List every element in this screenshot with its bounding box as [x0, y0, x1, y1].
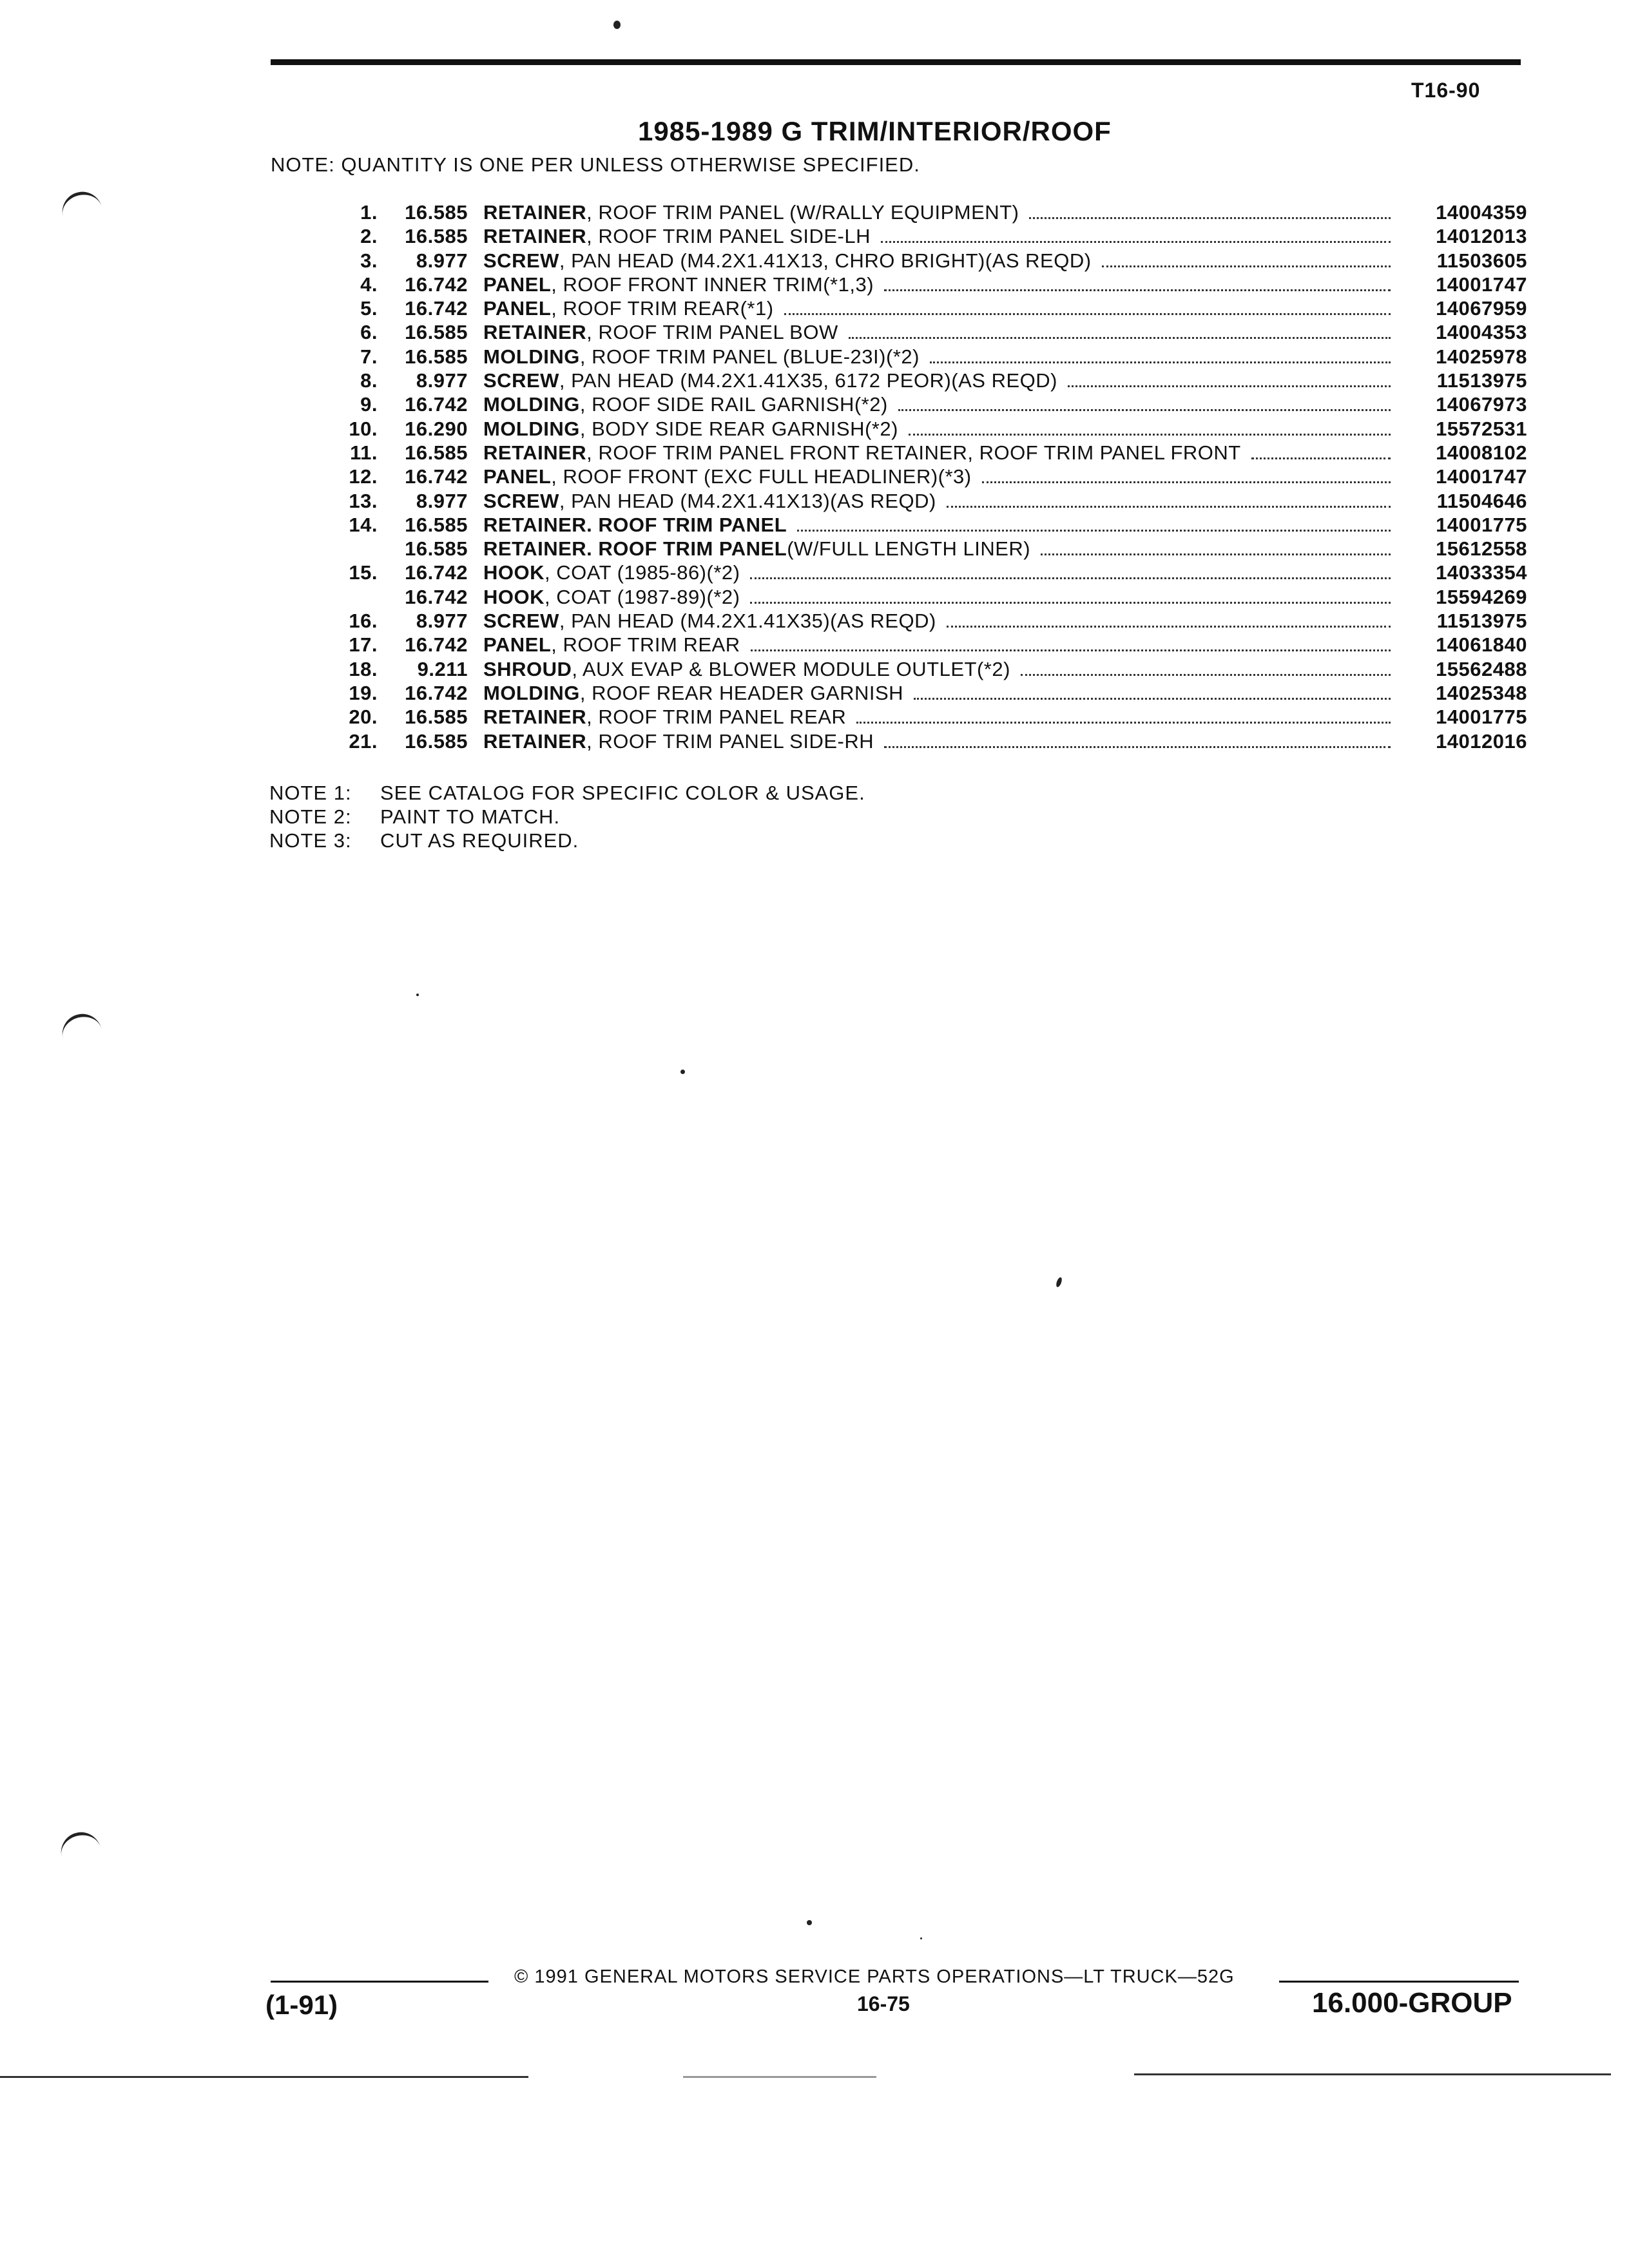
item-number: 16. — [349, 610, 378, 633]
punch-hole-mark — [58, 1010, 103, 1044]
item-number: 3. — [360, 249, 378, 272]
item-number: 6. — [360, 321, 378, 344]
group-number: 16.000-GROUP — [1312, 1987, 1512, 2019]
part-row — [322, 561, 1527, 585]
part-row — [322, 610, 1527, 633]
part-description: , COAT (1985-86)(*2) — [545, 561, 740, 584]
part-number: 14008102 — [1436, 441, 1527, 464]
parts-list — [322, 201, 1527, 754]
part-name: HOOK — [483, 561, 545, 584]
footnote-text: PAINT TO MATCH. — [380, 805, 561, 828]
group-number: 16.742 — [405, 633, 468, 657]
dot-leader — [1021, 674, 1391, 676]
part-name: HOOK — [483, 585, 545, 608]
dot-leader — [1029, 217, 1391, 219]
part-number: 14025978 — [1436, 345, 1527, 368]
part-row — [322, 658, 1527, 682]
dot-leader — [751, 649, 1391, 651]
part-number: 14004359 — [1436, 201, 1527, 224]
scan-edge-line — [683, 2076, 876, 2078]
part-description: , BODY SIDE REAR GARNISH(*2) — [579, 417, 898, 440]
dot-leader — [750, 602, 1391, 604]
dot-leader — [750, 577, 1391, 579]
part-description: , PAN HEAD (M4.2X1.41X13)(AS REQD) — [559, 489, 936, 512]
dot-leader — [797, 530, 1391, 532]
punch-hole-mark — [57, 1828, 102, 1862]
item-number: 13. — [349, 489, 378, 512]
part-row — [322, 490, 1527, 514]
group-number: 9.211 — [417, 657, 468, 680]
part-row — [322, 273, 1527, 297]
part-row — [322, 586, 1527, 610]
page-code: T16-90 — [1411, 79, 1481, 102]
part-name: SCREW — [483, 249, 559, 272]
part-description: , ROOF FRONT INNER TRIM(*1,3) — [551, 273, 874, 296]
dot-leader — [884, 746, 1391, 748]
part-row — [322, 393, 1527, 417]
item-number: 11. — [350, 441, 378, 464]
item-number: 4. — [360, 273, 378, 296]
part-row — [322, 682, 1527, 706]
scan-speck — [613, 21, 621, 29]
scan-speck — [680, 1070, 685, 1074]
scan-edge-line — [1134, 2073, 1611, 2075]
part-row — [322, 297, 1527, 321]
part-row — [322, 706, 1527, 729]
scan-speck — [416, 994, 419, 996]
part-name: RETAINER. ROOF TRIM PANEL — [483, 537, 787, 561]
part-description: , ROOF SIDE RAIL GARNISH(*2) — [579, 393, 888, 416]
part-description: , ROOF TRIM PANEL SIDE-LH — [586, 225, 871, 248]
dot-leader — [1068, 385, 1391, 387]
scan-speck — [807, 1920, 812, 1925]
footnote-label: NOTE 2: — [269, 805, 352, 828]
part-number: 11513975 — [1436, 610, 1527, 633]
scan-speck — [920, 1937, 922, 1939]
part-name: SCREW — [483, 610, 559, 633]
part-description: , ROOF TRIM PANEL (BLUE-23I)(*2) — [579, 345, 920, 368]
part-row — [322, 730, 1527, 754]
part-name: SHROUD — [483, 657, 572, 680]
part-number: 14061840 — [1436, 633, 1527, 657]
part-description: , COAT (1987-89)(*2) — [545, 585, 740, 608]
group-number: 16.585 — [405, 729, 468, 753]
part-name: RETAINER — [483, 706, 587, 729]
part-number: 14067973 — [1436, 393, 1527, 416]
group-number: 8.977 — [416, 489, 468, 512]
part-name: SCREW — [483, 489, 559, 512]
part-description: , ROOF TRIM REAR — [551, 633, 740, 657]
part-description: , PAN HEAD (M4.2X1.41X13, CHRO BRIGHT)(AS REQD) — [559, 249, 1092, 272]
part-description: , ROOF TRIM REAR(*1) — [551, 297, 774, 320]
part-description: , ROOF TRIM PANEL REAR — [586, 706, 847, 729]
part-number: 15594269 — [1436, 585, 1527, 608]
item-number: 10. — [349, 417, 378, 440]
part-row — [322, 537, 1527, 561]
part-number: 14001775 — [1436, 513, 1527, 536]
group-number: 16.585 — [405, 345, 468, 368]
part-row — [322, 201, 1527, 225]
item-number: 20. — [349, 706, 378, 729]
part-number: 15562488 — [1436, 657, 1527, 680]
group-number: 16.585 — [405, 201, 468, 224]
part-name: PANEL — [483, 633, 552, 657]
part-name: PANEL — [483, 297, 552, 320]
part-number: 14004353 — [1436, 321, 1527, 344]
part-number: 15572531 — [1436, 417, 1527, 440]
dot-leader — [884, 289, 1391, 291]
dot-leader — [881, 241, 1391, 243]
part-number: 14001747 — [1436, 273, 1527, 296]
item-number: 17. — [349, 633, 378, 657]
item-number: 8. — [360, 369, 378, 392]
dot-leader — [982, 481, 1391, 483]
footer-rule-right — [1279, 1981, 1519, 1983]
top-rule — [271, 59, 1521, 65]
part-number: 14067959 — [1436, 297, 1527, 320]
item-number: 2. — [360, 225, 378, 248]
part-row — [322, 369, 1527, 393]
group-number: 16.585 — [405, 706, 468, 729]
part-name: RETAINER — [483, 441, 587, 464]
part-name: PANEL — [483, 465, 552, 488]
part-description: , ROOF TRIM PANEL (W/RALLY EQUIPMENT) — [586, 201, 1019, 224]
notes-block — [269, 781, 865, 852]
group-number: 16.585 — [405, 321, 468, 344]
footnote — [269, 829, 865, 852]
part-name: RETAINER — [483, 225, 587, 248]
copyright-notice: © 1991 GENERAL MOTORS SERVICE PARTS OPERATIONS—LT TRUCK—52G — [514, 1966, 1235, 1987]
part-row — [322, 633, 1527, 657]
part-name: MOLDING — [483, 417, 580, 440]
item-number: 18. — [349, 657, 378, 680]
item-number: 15. — [349, 561, 378, 584]
part-number: 14001775 — [1436, 706, 1527, 729]
dot-leader — [909, 434, 1391, 436]
part-row — [322, 345, 1527, 369]
revision-date: (1-91) — [265, 1990, 338, 2020]
part-number: 11503605 — [1436, 249, 1527, 272]
item-number: 14. — [349, 513, 378, 536]
group-number: 16.585 — [405, 441, 468, 464]
group-number: 8.977 — [416, 249, 468, 272]
part-name: MOLDING — [483, 345, 580, 368]
punch-hole-mark — [58, 187, 103, 222]
item-number: 21. — [349, 729, 378, 753]
part-row — [322, 441, 1527, 465]
group-number: 16.290 — [405, 417, 468, 440]
footnote — [269, 805, 865, 829]
part-name: MOLDING — [483, 393, 580, 416]
footnote-label: NOTE 3: — [269, 829, 352, 852]
dot-leader — [784, 313, 1391, 315]
group-number: 16.742 — [405, 465, 468, 488]
item-number: 1. — [360, 201, 378, 224]
part-row — [322, 225, 1527, 249]
item-number: 5. — [360, 297, 378, 320]
dot-leader — [1102, 265, 1391, 267]
dot-leader — [1041, 553, 1391, 555]
group-number: 8.977 — [416, 369, 468, 392]
part-description: , ROOF REAR HEADER GARNISH — [579, 681, 904, 704]
group-number: 8.977 — [416, 610, 468, 633]
group-number: 16.742 — [405, 393, 468, 416]
group-number: 16.585 — [405, 225, 468, 248]
part-description: , PAN HEAD (M4.2X1.41X35)(AS REQD) — [559, 610, 936, 633]
part-name: RETAINER. ROOF TRIM PANEL — [483, 513, 787, 536]
part-number: 11504646 — [1436, 489, 1527, 512]
scan-edge-line — [0, 2076, 528, 2078]
footnote — [269, 781, 865, 805]
item-number: 19. — [349, 681, 378, 704]
footnote-text: SEE CATALOG FOR SPECIFIC COLOR & USAGE. — [380, 782, 865, 804]
part-description: , ROOF TRIM PANEL SIDE-RH — [586, 729, 874, 753]
dot-leader — [1251, 457, 1391, 459]
part-name: RETAINER — [483, 321, 587, 344]
part-number: 14025348 — [1436, 681, 1527, 704]
part-description: , ROOF FRONT (EXC FULL HEADLINER)(*3) — [551, 465, 972, 488]
page-title: 1985-1989 G TRIM/INTERIOR/ROOF — [638, 116, 1112, 146]
item-number: 9. — [360, 393, 378, 416]
part-description: , ROOF TRIM PANEL BOW — [586, 321, 838, 344]
part-description: , ROOF TRIM PANEL FRONT RETAINER, ROOF TRIM PANEL FRONT — [586, 441, 1241, 464]
part-name: PANEL — [483, 273, 552, 296]
part-number: 14012016 — [1436, 729, 1527, 753]
part-row — [322, 514, 1527, 537]
part-number: 14012013 — [1436, 225, 1527, 248]
part-name: RETAINER — [483, 201, 587, 224]
dot-leader — [914, 698, 1391, 700]
group-number: 16.585 — [405, 537, 468, 561]
group-number: 16.742 — [405, 273, 468, 296]
footnote-text: CUT AS REQUIRED. — [380, 829, 579, 852]
part-row — [322, 249, 1527, 273]
dot-leader — [947, 626, 1391, 628]
dot-leader — [898, 409, 1391, 411]
dot-leader — [849, 337, 1391, 339]
part-name: MOLDING — [483, 681, 580, 704]
part-description: , AUX EVAP & BLOWER MODULE OUTLET(*2) — [572, 657, 1010, 680]
group-number: 16.742 — [405, 585, 468, 608]
dot-leader — [856, 722, 1391, 724]
group-number: 16.742 — [405, 297, 468, 320]
part-row — [322, 465, 1527, 489]
part-number: 14033354 — [1436, 561, 1527, 584]
part-description: (W/FULL LENGTH LINER) — [787, 537, 1031, 561]
part-row — [322, 418, 1527, 441]
part-number: 11513975 — [1436, 369, 1527, 392]
item-number: 12. — [349, 465, 378, 488]
footer-rule-left — [271, 1981, 488, 1983]
part-row — [322, 321, 1527, 345]
part-description: , PAN HEAD (M4.2X1.41X35, 6172 PEOR)(AS REQD) — [559, 369, 1057, 392]
group-number: 16.585 — [405, 513, 468, 536]
part-number: 15612558 — [1436, 537, 1527, 561]
part-name: RETAINER — [483, 729, 587, 753]
quantity-note: NOTE: QUANTITY IS ONE PER UNLESS OTHERWISE SPECIFIED. — [271, 153, 920, 176]
part-number: 14001747 — [1436, 465, 1527, 488]
part-name: SCREW — [483, 369, 559, 392]
group-number: 16.742 — [405, 561, 468, 584]
page-number: 16-75 — [857, 1992, 910, 2015]
item-number: 7. — [360, 345, 378, 368]
dot-leader — [930, 361, 1391, 363]
footnote-label: NOTE 1: — [269, 782, 352, 804]
dot-leader — [947, 506, 1391, 508]
scan-speck — [1055, 1276, 1063, 1287]
group-number: 16.742 — [405, 681, 468, 704]
